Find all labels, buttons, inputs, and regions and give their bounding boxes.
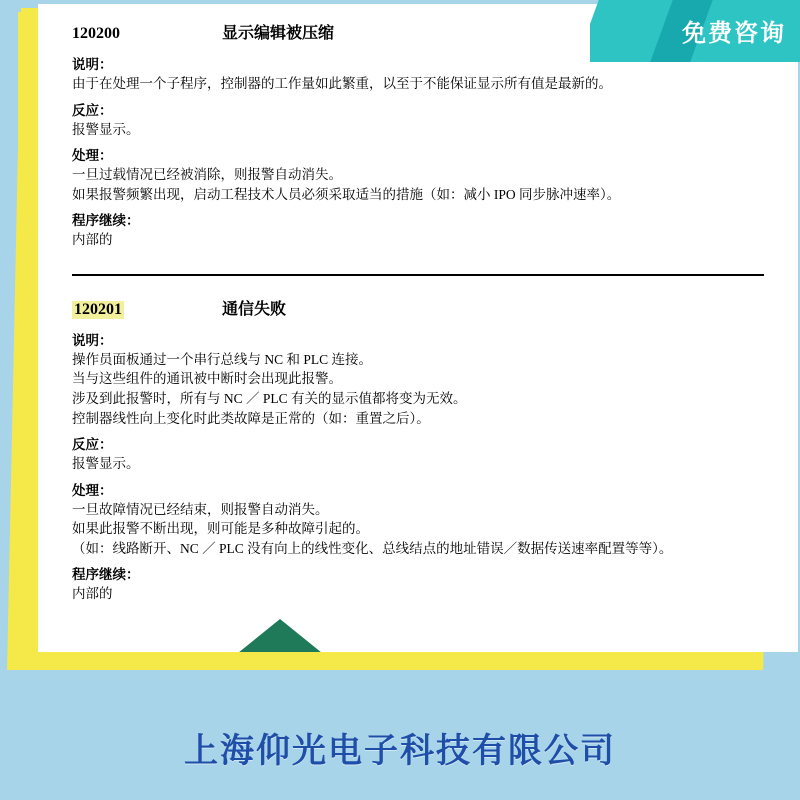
section-line: 内部的 [72,586,113,602]
section-line: 内部的 [72,232,113,248]
section-divider [72,274,764,276]
section-label-remedy: 处理： [72,482,113,498]
promo-label: 免费咨询 [682,20,786,47]
alarm-code: 120200 [72,25,120,42]
alarm-code-wrap [72,25,222,43]
section-label-description: 说明： [72,57,113,72]
alarm-header [72,296,764,319]
alarm-title: 显示编辑被压缩 [222,25,335,42]
alarm-block [72,296,764,604]
section-label-continuation: 程序继续： [72,213,140,229]
document-content [38,4,798,652]
section-line: 如果此报警不断出现，则可能是多种故障引起的。 [72,521,369,537]
section-line: 报警显示。 [72,456,140,472]
section-label-remedy: 处理： [72,148,113,164]
alarm-title: 通信失败 [222,300,287,318]
section-line: 由于在处理一个子程序，控制器的工作量如此繁重，以至于不能保证显示所有值是最新的。 [72,76,612,91]
section-line: 涉及到此报警时，所有与 NC ／ PLC 有关的显示值都将变为无效。 [72,390,467,406]
section-label-continuation: 程序继续： [72,567,140,583]
promo-ribbon[interactable] [590,0,800,62]
section-line: 当与这些组件的通讯被中断时会出现此报警。 [72,371,342,387]
section-line: 一旦故障情况已经结束，则报警自动消失。 [72,501,329,517]
document-page [38,4,798,652]
company-watermark: 上海仰光电子科技有限公司 [184,732,616,770]
section-label-reaction: 反应： [72,437,113,453]
section-line: 如果报警频繁出现，启动工程技术人员必须采取适当的措施（如：减小 IPO 同步脉冲速率）。 [72,186,621,202]
section-line: 控制器线性向上变化时此类故障是正常的（如：重置之后）。 [72,410,430,426]
alarm-code-wrap [72,301,222,319]
section-line: 操作员面板通过一个串行总线与 NC 和 PLC 连接。 [72,351,373,367]
section-line: 一旦过载情况已经被消除，则报警自动消失。 [72,167,342,183]
section-line: （如：线路断开、NC ／ PLC 没有向上的线性变化、总线结点的地址错误／数据传送速率配置等等）。 [72,540,673,556]
section-line: 报警显示。 [72,121,140,137]
green-triangle-decoration [238,619,322,652]
section-label-description: 说明： [72,332,113,348]
section-label-reaction: 反应： [72,102,113,118]
alarm-code-highlighted: 120201 [74,300,122,318]
